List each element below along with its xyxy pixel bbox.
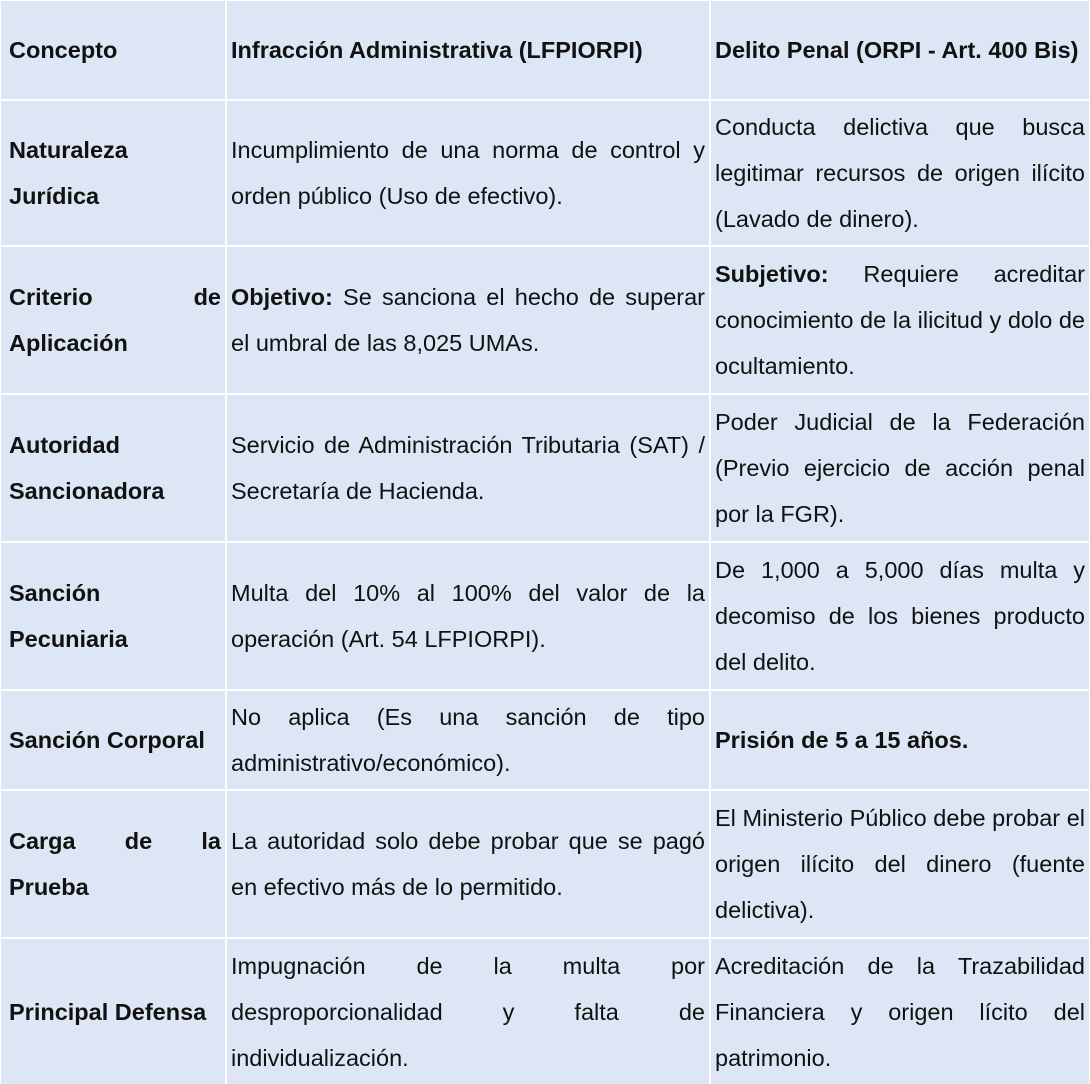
row-concept: Sanción Corporal [0, 690, 226, 790]
table-row [0, 938, 1090, 1084]
row-criminal: El Ministerio Público debe probar el origen ilícito del dinero (fuente delictiva). [710, 790, 1090, 938]
row-administrative: Servicio de Administración Tributaria (SAT) / Secretaría de Hacienda. [226, 394, 710, 542]
header-criminal: Delito Penal (ORPI - Art. 400 Bis) [710, 0, 1090, 100]
objective-label: Objetivo: [231, 284, 333, 310]
subjective-text: Requiere acreditar conocimiento de la ilicitud y dolo de ocultamiento. [715, 261, 1086, 379]
row-concept: Carga de la Prueba [0, 790, 226, 938]
table-row [0, 100, 1090, 246]
row-criminal: Acreditación de la Trazabilidad Financiera y origen lícito del patrimonio. [710, 938, 1090, 1084]
row-administrative: Multa del 10% al 100% del valor de la operación (Art. 54 LFPIORPI). [226, 542, 710, 690]
row-concept: Sanción Pecuniaria [0, 542, 226, 690]
table-header-row [0, 0, 1090, 100]
header-concept: Concepto [0, 0, 226, 100]
header-administrative: Infracción Administrativa (LFPIORPI) [226, 0, 710, 100]
row-concept: Autoridad Sancionadora [0, 394, 226, 542]
table-row [0, 542, 1090, 690]
table-row [0, 790, 1090, 938]
row-criminal: Prisión de 5 a 15 años. [710, 690, 1090, 790]
table-row [0, 394, 1090, 542]
row-administrative: La autoridad solo debe probar que se pagó en efectivo más de lo permitido. [226, 790, 710, 938]
table-row [0, 690, 1090, 790]
row-administrative: Incumplimiento de una norma de control y orden público (Uso de efectivo). [226, 100, 710, 246]
row-administrative: No aplica (Es una sanción de tipo administrativo/económico). [226, 690, 710, 790]
row-criminal: Conducta delictiva que busca legitimar recursos de origen ilícito (Lavado de dinero). [710, 100, 1090, 246]
row-concept: Naturaleza Jurídica [0, 100, 226, 246]
row-administrative: Impugnación de la multa por desproporcionalidad y falta de individualización. [226, 938, 710, 1084]
subjective-label: Subjetivo: [715, 261, 829, 287]
row-administrative [226, 246, 710, 394]
row-criminal: Poder Judicial de la Federación (Previo ejercicio de acción penal por la FGR). [710, 394, 1090, 542]
objective-text: Se sanciona el hecho de superar el umbral de las 8,025 UMAs. [231, 284, 705, 356]
table-row [0, 246, 1090, 394]
row-criminal: De 1,000 a 5,000 días multa y decomiso de los bienes producto del delito. [710, 542, 1090, 690]
row-criminal [710, 246, 1090, 394]
row-concept: Criterio de Aplicación [0, 246, 226, 394]
row-concept: Principal Defensa [0, 938, 226, 1084]
